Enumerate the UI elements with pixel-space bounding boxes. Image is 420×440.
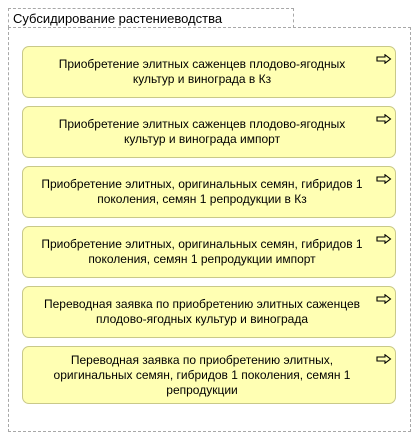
arrow-right-icon: [376, 114, 392, 124]
arrow-right-icon: [376, 54, 392, 64]
arrow-right-icon: [376, 354, 392, 364]
process-card-label: Приобретение элитных, оригинальных семян, гибридов 1 поколения, семян 1 репродукции импорт: [41, 237, 363, 266]
process-card[interactable]: [22, 106, 396, 158]
process-card-list: [22, 46, 396, 412]
process-card[interactable]: [22, 286, 396, 338]
process-card-label: Приобретение элитных саженцев плодово-ягодных культур и винограда в Кз: [58, 57, 346, 86]
group-title: Субсидирование растениеводства: [13, 11, 223, 26]
process-card-label: Переводная заявка по приобретению элитных саженцев плодово-ягодных культур и винограда: [43, 297, 360, 326]
process-card-label: Приобретение элитных саженцев плодово-ягодных культур и винограда импорт: [58, 117, 346, 146]
process-card[interactable]: [22, 166, 396, 218]
process-card[interactable]: [22, 226, 396, 278]
group-tab: [8, 8, 294, 28]
process-card[interactable]: [22, 346, 396, 404]
arrow-right-icon: [376, 234, 392, 244]
arrow-right-icon: [376, 294, 392, 304]
process-card[interactable]: [22, 46, 396, 98]
arrow-right-icon: [376, 174, 392, 184]
process-card-label: Переводная заявка по приобретению элитных, оригинальных семян, гибридов 1 поколения, семян 1 репродукции: [53, 352, 351, 397]
process-card-label: Приобретение элитных, оригинальных семян, гибридов 1 поколения, семян 1 репродукции в Кз: [41, 177, 363, 206]
